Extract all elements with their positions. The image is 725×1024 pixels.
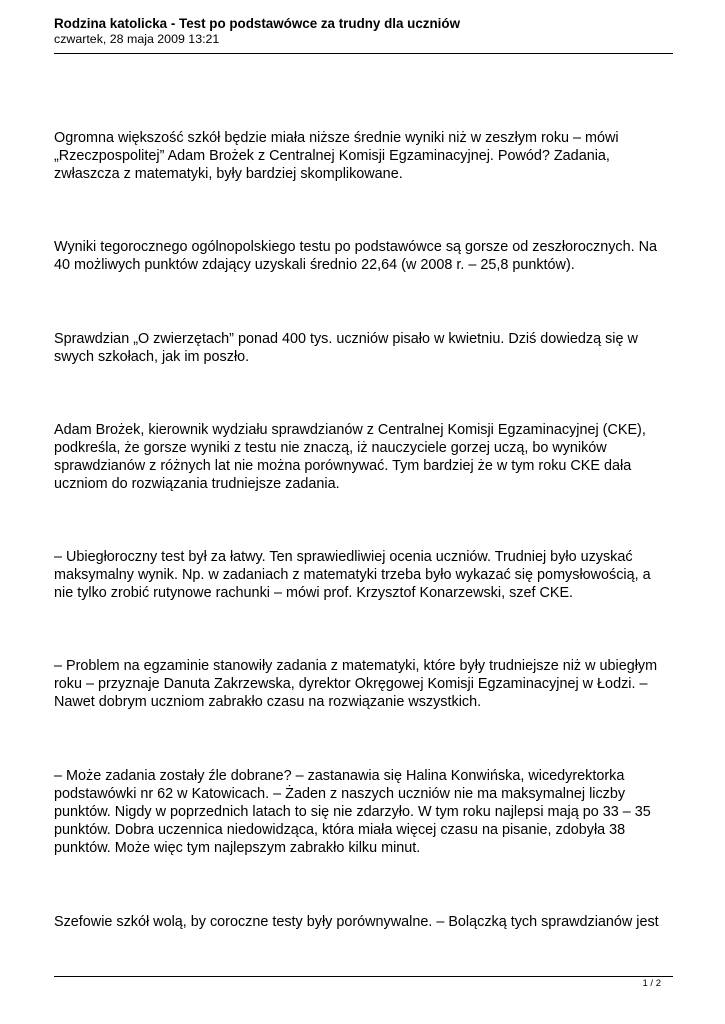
paragraph [54, 129, 684, 183]
paragraph-line: punktów. Może więc tym najlepszym zabrakło kilku minut. [54, 840, 421, 857]
paragraph-line: Adam Brożek, kierownik wydziału sprawdzianów z Centralnej Komisji Egzaminacyjnej (CKE), [54, 422, 646, 438]
paragraph [54, 657, 684, 711]
paragraph-line: Szefowie szkół wolą, by coroczne testy były porównywalne. – Bolączką tych sprawdzianów jest [54, 914, 659, 930]
header-divider [54, 53, 673, 54]
paragraph [54, 238, 684, 274]
paragraph-line: punktów. Dobra uczennica niedowidząca, która miała więcej czasu na pisanie, zdobyła 38 [54, 822, 626, 839]
paragraph [54, 548, 684, 602]
paragraph-line: „Rzeczpospolitej” Adam Brożek z Centralnej Komisji Egzaminacyjnej. Powód? Zadania, [54, 148, 610, 165]
paragraph-line: sprawdzianów z różnych lat nie można porównywać. Tym bardziej że w tym roku CKE dała [54, 458, 632, 475]
paragraph-line: – Ubiegłoroczny test był za łatwy. Ten sprawiedliwiej ocenia uczniów. Trudniej było uzyskać [54, 549, 633, 565]
paragraph-line: roku – przyznaje Danuta Zakrzewska, dyrektor Okręgowej Komisji Egzaminacyjnej w Łodzi. – [54, 676, 648, 693]
paragraph [54, 767, 684, 857]
paragraph-line: podkreśla, że gorsze wyniki z testu nie znaczą, iż nauczyciele gorzej uczą, bo wyników [54, 440, 607, 457]
paragraph-line: uczniom do rozwiązania trudniejsze zadania. [54, 476, 340, 493]
paragraph-line: – Problem na egzaminie stanowiły zadania z matematyki, które były trudniejsze niż w ubiegłym [54, 658, 658, 674]
paragraph-line: Ogromna większość szkół będzie miała niższe średnie wyniki niż w zeszłym roku – mówi [54, 130, 619, 146]
paragraph-line: swych szkołach, jak im poszło. [54, 349, 250, 366]
article-title: Rodzina katolicka - Test po podstawówce za trudny dla uczniów [54, 16, 460, 31]
paragraph [54, 330, 684, 366]
footer-divider [54, 976, 673, 977]
paragraph-line: nie tylko zrobić rutynowe rachunki – mówi prof. Krzysztof Konarzewski, szef CKE. [54, 585, 574, 602]
paragraph [54, 421, 684, 493]
paragraph-line: Sprawdzian „O zwierzętach” ponad 400 tys. uczniów pisało w kwietniu. Dziś dowiedzą się w [54, 331, 638, 347]
paragraph-line: zwłaszcza z matematyki, były bardziej skomplikowane. [54, 166, 403, 183]
paragraph-line: maksymalny wynik. Np. w zadaniach z matematyki trzeba było wykazać się pomysłowością, a [54, 567, 651, 584]
paragraph-line: podstawówki nr 62 w Katowicach. – Żaden z naszych uczniów nie ma maksymalnej liczby [54, 786, 626, 803]
paragraph [54, 913, 684, 931]
paragraph-line: Wyniki tegorocznego ogólnopolskiego testu po podstawówce są gorsze od zeszłorocznych. Na [54, 239, 658, 255]
document-header [54, 16, 674, 47]
article-date: czwartek, 28 maja 2009 13:21 [54, 32, 220, 46]
page-number: 1 / 2 [642, 978, 661, 989]
paragraph-line: – Może zadania zostały źle dobrane? – zastanawia się Halina Konwińska, wicedyrektorka [54, 768, 625, 784]
paragraph-line: 40 możliwych punktów zdający uzyskali średnio 22,64 (w 2008 r. – 25,8 punktów). [54, 257, 575, 274]
paragraph-line: Nawet dobrym uczniom zabrakło czasu na rozwiązanie wszystkich. [54, 694, 482, 711]
paragraph-line: punktów. Nigdy w poprzednich latach to się nie zdarzyło. W tym roku najlepsi mają po 33 – 35 [54, 804, 651, 821]
